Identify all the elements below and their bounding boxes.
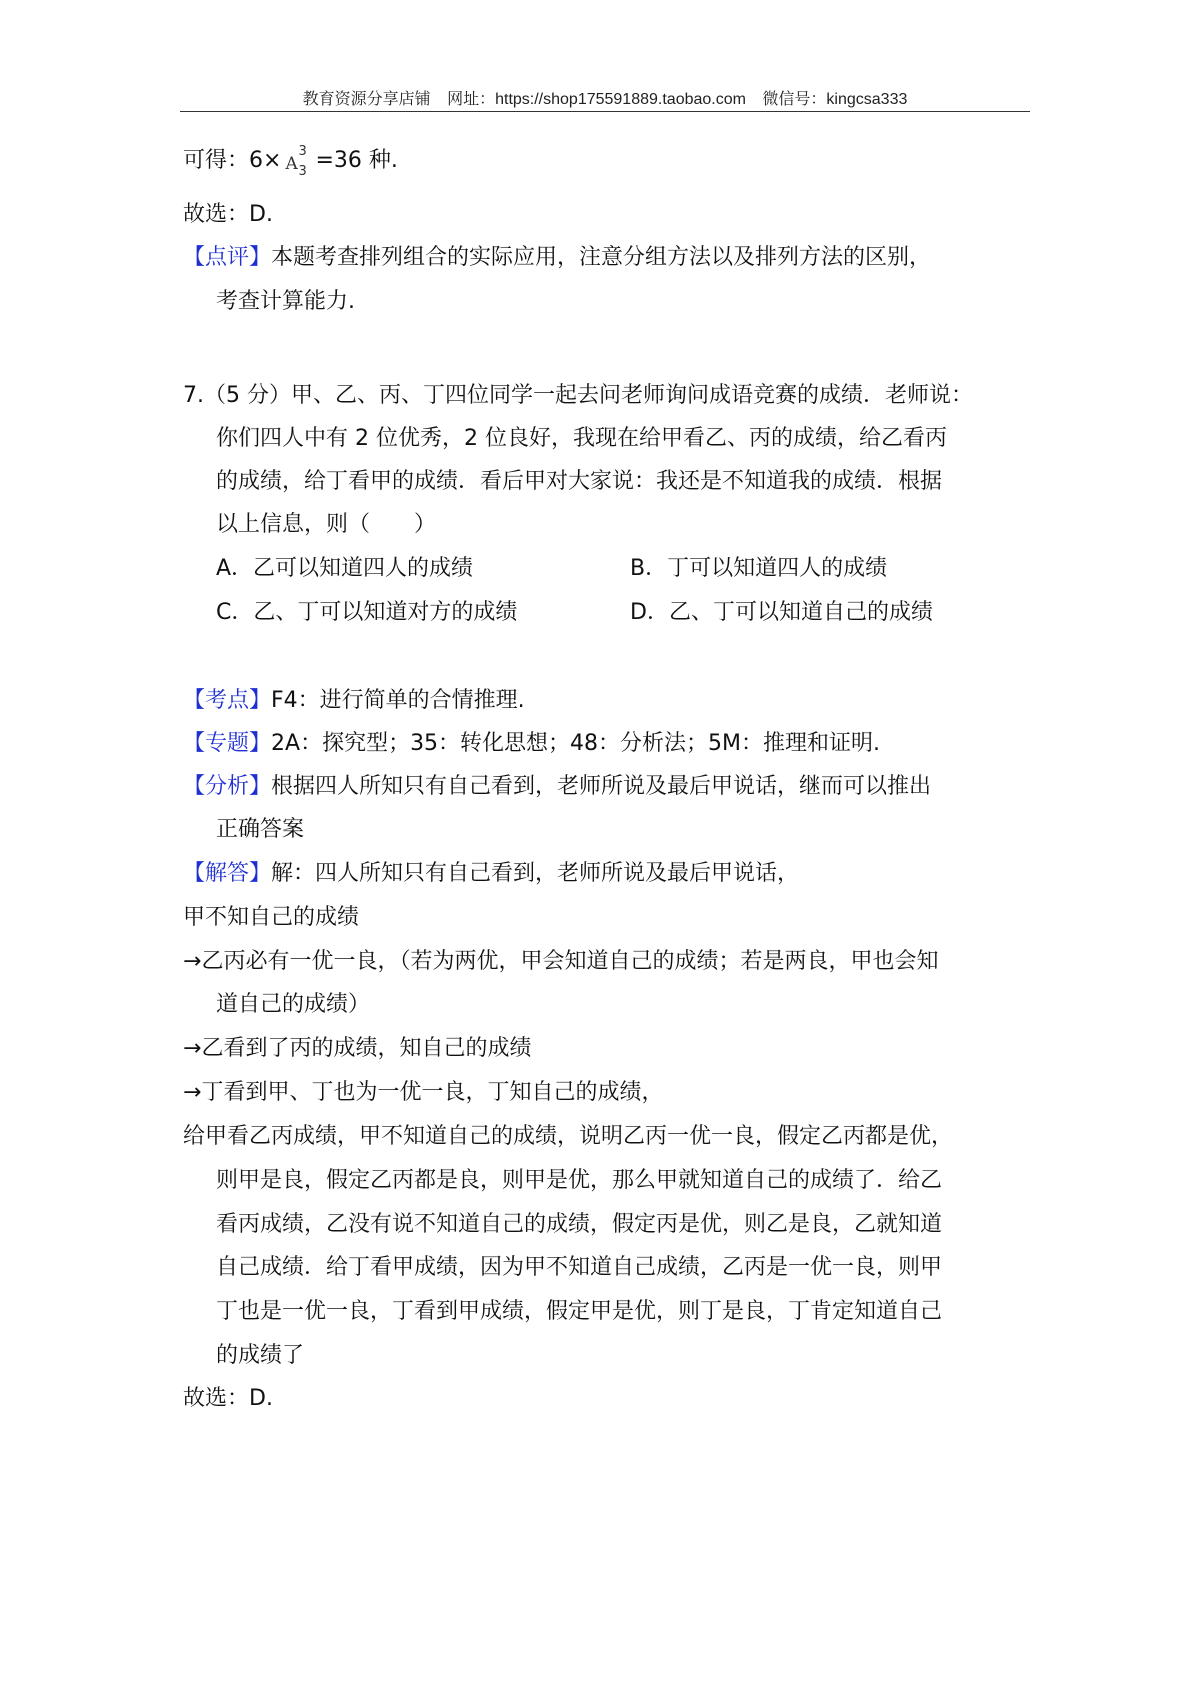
option-c: C．乙、丁可以知道对方的成绩 [216, 600, 518, 625]
zhuanti-tag: 【专题】 [183, 731, 272, 756]
fenxi-line-1 [183, 772, 931, 802]
step-3-text: 乙看到了丙的成绩，知自己的成绩 [201, 1036, 532, 1061]
fenxi-tag: 【分析】 [183, 774, 272, 799]
comment-tag: 【点评】 [183, 245, 272, 270]
zhuanti-line [183, 729, 880, 759]
jieda-tag: 【解答】 [183, 861, 272, 886]
page-header [180, 86, 1030, 109]
fenxi-line-2: 正确答案 [216, 817, 305, 842]
arrow-icon: → [183, 949, 202, 974]
prev-comment-line-2: 考查计算能力. [216, 289, 355, 314]
perm-letter: A [285, 154, 298, 174]
option-a: A．乙可以知道四人的成绩 [216, 556, 474, 581]
paragraph-line-3: 看丙成绩，乙没有说不知道自己的成绩，假定丙是优，则乙是良，乙就知道 [216, 1212, 943, 1237]
step-3 [183, 1034, 531, 1064]
prev-choice: 故选：D. [183, 202, 273, 227]
step-2b: 道自己的成绩） [216, 992, 371, 1017]
option-d: D．乙、丁可以知道自己的成绩 [630, 600, 933, 625]
step-4-text: 丁看到甲、丁也为一优一良，丁知自己的成绩， [201, 1080, 664, 1105]
final-choice: 故选：D. [183, 1386, 273, 1411]
permutation-symbol [285, 143, 315, 179]
kaodian-text: F4：进行简单的合情推理. [271, 688, 525, 713]
kaodian-tag: 【考点】 [183, 688, 272, 713]
arrow-icon: → [183, 1036, 202, 1061]
question-line-2: 你们四人中有 2 位优秀，2 位良好，我现在给甲看乙、丙的成绩，给乙看丙 [216, 426, 947, 451]
prev-result-line [183, 143, 398, 179]
perm-sub: 3 [298, 164, 307, 179]
step-1: 甲不知自己的成绩 [183, 905, 360, 930]
jieda-line [183, 859, 799, 889]
result-prefix: 可得：6× [183, 148, 282, 173]
prev-comment-line-1 [183, 243, 931, 273]
kaodian-line [183, 686, 525, 716]
question-line-1: 7.（5 分）甲、乙、丙、丁四位同学一起去问老师询问成语竞赛的成绩．老师说： [183, 383, 973, 408]
step-4 [183, 1078, 663, 1108]
question-line-4: 以上信息，则（ ） [216, 512, 437, 537]
header-url[interactable]: 网址：https://shop175591889.taobao.com [447, 91, 746, 108]
jieda-text: 解：四人所知只有自己看到，老师所说及最后甲说话， [271, 861, 800, 886]
header-wechat: 微信号：kingcsa333 [762, 91, 908, 108]
fenxi-text-1: 根据四人所知只有自己看到，老师所说及最后甲说话，继而可以推出 [271, 774, 932, 799]
paragraph-line-5: 丁也是一优一良，丁看到甲成绩，假定甲是优，则丁是良，丁肯定知道自己 [216, 1299, 943, 1324]
header-rule [180, 111, 1030, 112]
step-2a-text: 乙丙必有一优一良，（若为两优，甲会知道自己的成绩；若是两良，甲也会知 [201, 949, 939, 974]
paragraph-line-6: 的成绩了 [216, 1343, 305, 1368]
header-shop: 教育资源分享店铺 [302, 91, 431, 108]
zhuanti-text: 2A：探究型；35：转化思想；48：分析法；5M：推理和证明. [271, 731, 881, 756]
paragraph-line-2: 则甲是良，假定乙丙都是良，则甲是优，那么甲就知道自己的成绩了．给乙 [216, 1168, 943, 1193]
paragraph-line-4: 自己成绩．给丁看甲成绩，因为甲不知道自己成绩，乙丙是一优一良，则甲 [216, 1255, 943, 1280]
paragraph-line-1: 给甲看乙丙成绩，甲不知道自己的成绩，说明乙丙一优一良，假定乙丙都是优， [183, 1124, 954, 1149]
perm-sup: 3 [298, 144, 307, 159]
arrow-icon: → [183, 1080, 202, 1105]
question-line-3: 的成绩，给丁看甲的成绩．看后甲对大家说：我还是不知道我的成绩．根据 [216, 469, 943, 494]
comment-text-1: 本题考查排列组合的实际应用，注意分组方法以及排列方法的区别， [271, 245, 932, 270]
step-2a [183, 947, 938, 977]
result-suffix: =36 种. [315, 148, 398, 173]
option-b: B．丁可以知道四人的成绩 [630, 556, 888, 581]
